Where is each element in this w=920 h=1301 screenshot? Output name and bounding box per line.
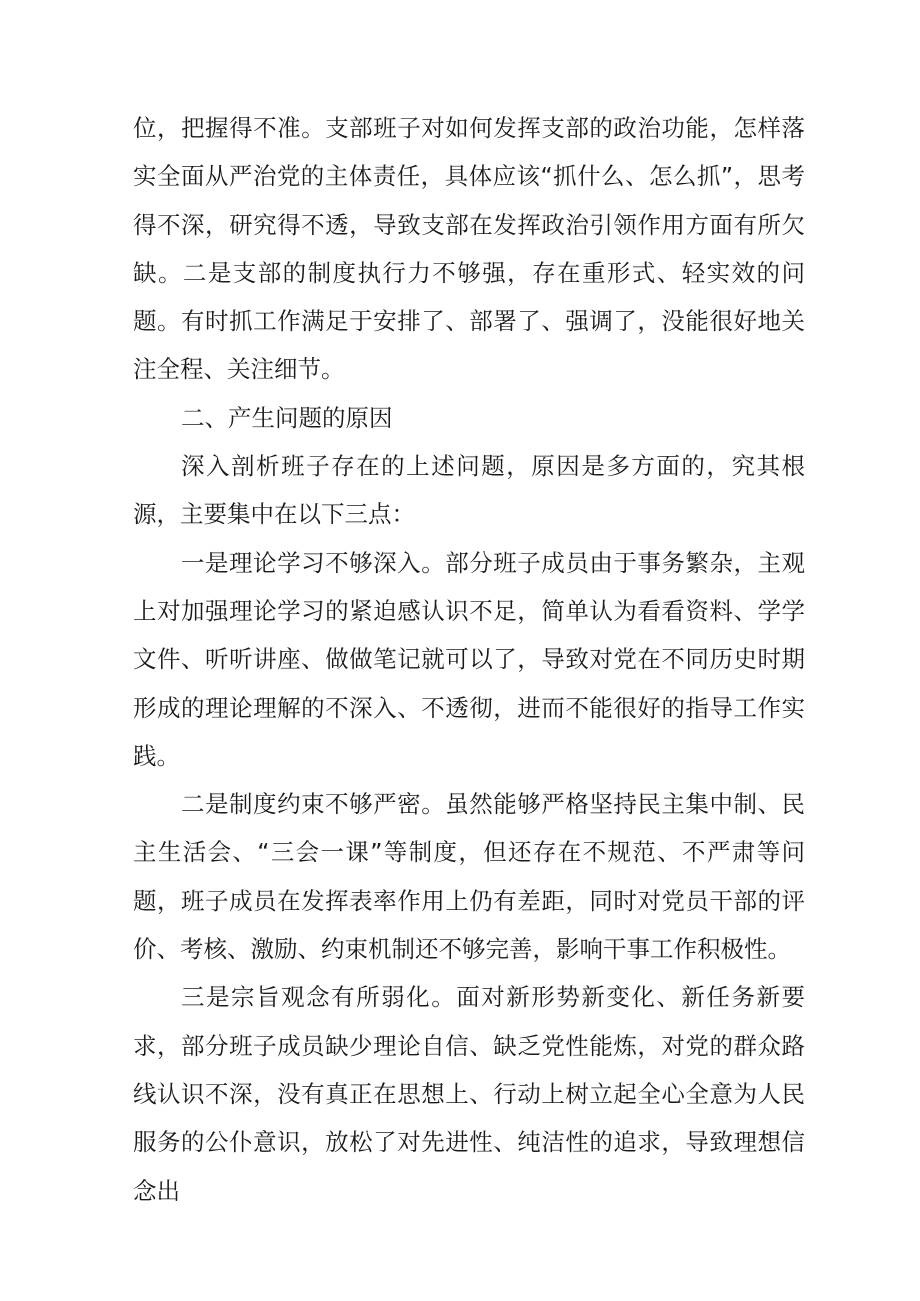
paragraph-continuation: 位，把握得不准。支部班子对如何发挥支部的政治功能，怎样落实全面从严治党的主体责任，具体应该“抓什么、怎么抓”，思考得不深，研究得不透，导致支部在发挥政治引领作用方面有所欠缺。二是支部的制度执行力不够强，存在重形式、轻实效的问题。有时抓工作满足于安排了、部署了、强调了，没能很好地关注全程、关注细节。 (133, 114, 805, 384)
paragraph-cause-institutional-constraint: 二是制度约束不够严密。虽然能够严格坚持民主集中制、民主生活会、“三会一课”等制度，但还存在不规范、不严肃等问题，班子成员在发挥表率作用上仍有差距，同时对党员干部的评价、考核、激励、约束机制还不够完善，影响干事工作积极性。 (133, 790, 805, 964)
paragraph-cause-purpose-awareness: 三是宗旨观念有所弱化。面对新形势新变化、新任务新要求，部分班子成员缺少理论自信、缺乏党性能炼，对党的群众路线认识不深，没有真正在思想上、行动上树立起全心全意为人民服务的公仆意识，放松了对先进性、纯洁性的追求，导致理想信念出 (133, 983, 805, 1205)
paragraph-analysis-intro: 深入剖析班子存在的上述问题，原因是多方面的，究其根源，主要集中在以下三点： (133, 452, 805, 529)
section-heading-causes: 二、产生问题的原因 (181, 403, 393, 432)
document-body (133, 104, 805, 1215)
paragraph-cause-theory-study: 一是理论学习不够深入。部分班子成员由于事务繁杂，主观上对加强理论学习的紧迫感认识不足，简单认为看看资料、学学文件、听听讲座、做做笔记就可以了，导致对党在不同历史时期形成的理论理解的不深入、不透彻，进而不能很好的指导工作实践。 (133, 548, 805, 770)
